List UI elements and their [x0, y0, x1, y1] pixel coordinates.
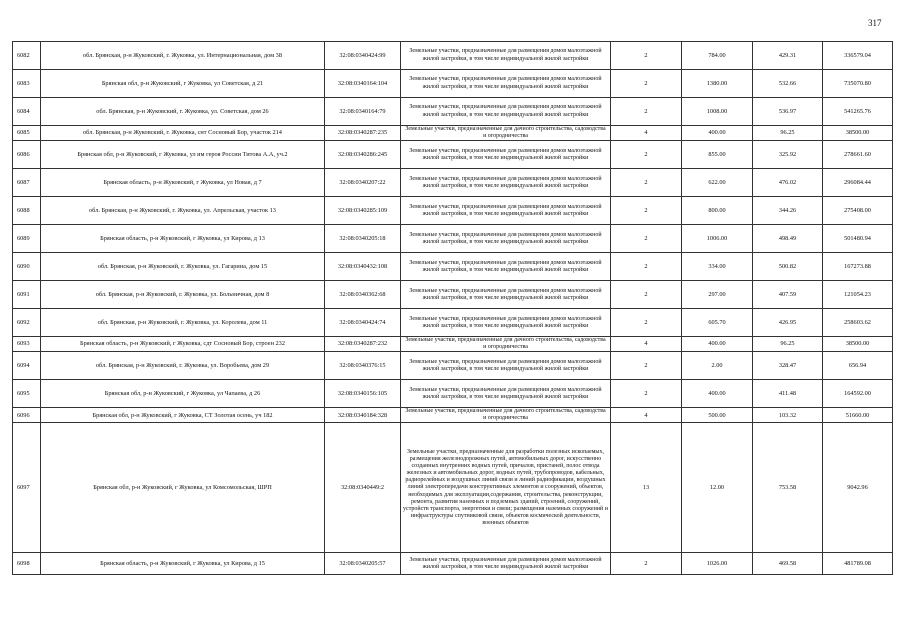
specific-value: 753.58	[753, 423, 823, 553]
land-use-description: Земельные участки, предназначенные для дачного строительства, садоводства и огородничества	[401, 408, 611, 423]
row-number: 6091	[13, 281, 41, 309]
cadastral-value: 278661.60	[823, 141, 893, 169]
specific-value: 469.58	[753, 553, 823, 575]
cadastral-number: 32:08:0340449:2	[325, 423, 401, 553]
area-value: 1380.00	[682, 70, 753, 98]
use-group-code: 2	[611, 281, 682, 309]
land-use-description: Земельные участки, предназначенные для дачного строительства, садоводства и огородничества	[401, 126, 611, 141]
cadastral-number: 32:08:0340205:18	[325, 225, 401, 253]
cadastral-value: 258603.62	[823, 309, 893, 337]
specific-value: 476.02	[753, 169, 823, 197]
use-group-code: 13	[611, 423, 682, 553]
table-row	[13, 225, 893, 253]
use-group-code: 4	[611, 126, 682, 141]
cadastral-number: 32:08:0340287:235	[325, 126, 401, 141]
row-number: 6090	[13, 253, 41, 281]
specific-value: 498.49	[753, 225, 823, 253]
specific-value: 426.95	[753, 309, 823, 337]
land-use-description: Земельные участки, предназначенные для размещения домов малоэтажной жилой застройки, в том числе индивидуальной жилой застройки	[401, 253, 611, 281]
address-cell: обл. Брянская, р-н Жуковский, г. Жуковка, ул. Апрельская, участок 13	[41, 197, 325, 225]
row-number: 6085	[13, 126, 41, 141]
area-value: 855.00	[682, 141, 753, 169]
address-cell: обл. Брянская, р-н Жуковский, г. Жуковка, ул. Гагарина, дом 15	[41, 253, 325, 281]
address-cell: Брянская обл, р-н Жуковский, г Жуковка, ул Комсомольская, ШРП	[41, 423, 325, 553]
table-row	[13, 253, 893, 281]
cadastral-number: 32:08:0340207:22	[325, 169, 401, 197]
area-value: 1006.00	[682, 225, 753, 253]
address-cell: обл. Брянская, р-н Жуковский, г. Жуковка, ул. Королева, дом 11	[41, 309, 325, 337]
table-row	[13, 337, 893, 352]
cadastral-value: 51660.00	[823, 408, 893, 423]
table-row	[13, 309, 893, 337]
cadastral-value: 121054.23	[823, 281, 893, 309]
cadastral-number: 32:08:0340424:99	[325, 42, 401, 70]
cadastral-number: 32:08:0340287:232	[325, 337, 401, 352]
row-number: 6082	[13, 42, 41, 70]
row-number: 6088	[13, 197, 41, 225]
table-row	[13, 281, 893, 309]
use-group-code: 2	[611, 352, 682, 380]
table-row	[13, 553, 893, 575]
table-row	[13, 352, 893, 380]
specific-value: 344.26	[753, 197, 823, 225]
cadastral-number: 32:08:0340184:328	[325, 408, 401, 423]
cadastral-number: 32:08:0340286:245	[325, 141, 401, 169]
address-cell: Брянская область, р-н Жуковский, г Жуковка, ул Кирова, д 13	[41, 225, 325, 253]
table-row	[13, 169, 893, 197]
use-group-code: 2	[611, 553, 682, 575]
specific-value: 328.47	[753, 352, 823, 380]
use-group-code: 2	[611, 42, 682, 70]
cadastral-value: 541265.76	[823, 98, 893, 126]
specific-value: 325.92	[753, 141, 823, 169]
area-value: 400.00	[682, 126, 753, 141]
table-row	[13, 197, 893, 225]
table-row	[13, 380, 893, 408]
cadastral-value: 38500.00	[823, 337, 893, 352]
address-cell: обл. Брянская, р-н Жуковский, г. Жуковка, ул. Интернациональная, дом 38	[41, 42, 325, 70]
cadastral-number: 32:08:0340362:68	[325, 281, 401, 309]
land-use-description: Земельные участки, предназначенные для дачного строительства, садоводства и огородничества	[401, 337, 611, 352]
table-row	[13, 408, 893, 423]
specific-value: 96.25	[753, 126, 823, 141]
land-use-description: Земельные участки, предназначенные для разработки полезных ископаемых, размещения железнодорожных путей, автомобильных дорог, искусственно созданных внутренних водных путей, причалов, пристаней, полос отвода железных и автомобильных дорог, водных путей, трубопроводов, кабельных, радиорелейных и воздушных линий связи и линий радиофикации, воздушных линий электропередачи конструктивных элементов и сооружений, объектов, необходимых для эксплуатации,содержания, строительства, реконструкции, ремонта, развития наземных и подземных зданий, строений, сооружений, устройств транспорта, энергетики и связи; размещения наземных сооружений и инфраструктуры спутниковой связи, объектов космической деятельности, военных объектов	[401, 423, 611, 553]
land-use-description: Земельные участки, предназначенные для размещения домов малоэтажной жилой застройки, в том числе индивидуальной жилой застройки	[401, 352, 611, 380]
row-number: 6094	[13, 352, 41, 380]
use-group-code: 2	[611, 98, 682, 126]
area-value: 622.00	[682, 169, 753, 197]
address-cell: Брянская обл, р-н Жуковский, г Жуковка, СТ Золотая осень, уч 182	[41, 408, 325, 423]
land-use-description: Земельные участки, предназначенные для размещения домов малоэтажной жилой застройки, в том числе индивидуальной жилой застройки	[401, 309, 611, 337]
cadastral-value: 275408.00	[823, 197, 893, 225]
cadastral-value: 735070.80	[823, 70, 893, 98]
use-group-code: 2	[611, 141, 682, 169]
table-row	[13, 42, 893, 70]
cadastral-value: 167273.88	[823, 253, 893, 281]
area-value: 500.00	[682, 408, 753, 423]
cadastral-number: 32:08:0340376:15	[325, 352, 401, 380]
use-group-code: 4	[611, 337, 682, 352]
cadastral-value: 336579.04	[823, 42, 893, 70]
use-group-code: 2	[611, 225, 682, 253]
area-value: 2.00	[682, 352, 753, 380]
land-use-description: Земельные участки, предназначенные для размещения домов малоэтажной жилой застройки, в том числе индивидуальной жилой застройки	[401, 42, 611, 70]
specific-value: 532.66	[753, 70, 823, 98]
register-body	[13, 42, 893, 575]
cadastral-number: 32:08:0340156:105	[325, 380, 401, 408]
specific-value: 429.31	[753, 42, 823, 70]
land-use-description: Земельные участки, предназначенные для размещения домов малоэтажной жилой застройки, в том числе индивидуальной жилой застройки	[401, 281, 611, 309]
row-number: 6084	[13, 98, 41, 126]
row-number: 6097	[13, 423, 41, 553]
land-use-description: Земельные участки, предназначенные для размещения домов малоэтажной жилой застройки, в том числе индивидуальной жилой застройки	[401, 380, 611, 408]
specific-value: 500.82	[753, 253, 823, 281]
area-value: 297.00	[682, 281, 753, 309]
use-group-code: 2	[611, 70, 682, 98]
address-cell: Брянская область, р-н Жуковский, г Жуковка, ул Кирова, д 15	[41, 553, 325, 575]
cadastral-value: 656.94	[823, 352, 893, 380]
land-use-description: Земельные участки, предназначенные для размещения домов малоэтажной жилой застройки, в том числе индивидуальной жилой застройки	[401, 70, 611, 98]
specific-value: 407.59	[753, 281, 823, 309]
row-number: 6098	[13, 553, 41, 575]
cadastral-number: 32:08:0340164:104	[325, 70, 401, 98]
address-cell: Брянская обл, р-н Жуковский, г Жуковка, ул Советская, д 21	[41, 70, 325, 98]
use-group-code: 2	[611, 309, 682, 337]
address-cell: обл. Брянская, р-н Жуковский, г. Жуковка, ул. Советская, дом 26	[41, 98, 325, 126]
cadastral-value: 296084.44	[823, 169, 893, 197]
area-value: 1008.00	[682, 98, 753, 126]
area-value: 334.00	[682, 253, 753, 281]
use-group-code: 2	[611, 253, 682, 281]
page-number: 317	[868, 18, 882, 28]
area-value: 400.00	[682, 380, 753, 408]
area-value: 400.00	[682, 337, 753, 352]
row-number: 6089	[13, 225, 41, 253]
table-row	[13, 141, 893, 169]
land-use-description: Земельные участки, предназначенные для размещения домов малоэтажной жилой застройки, в том числе индивидуальной жилой застройки	[401, 98, 611, 126]
cadastral-value: 164592.00	[823, 380, 893, 408]
address-cell: обл. Брянская, р-н Жуковский, г. Жуковка, снт Сосновый Бор, участок 214	[41, 126, 325, 141]
area-value: 800.00	[682, 197, 753, 225]
table-row	[13, 423, 893, 553]
address-cell: Брянская область, р-н Жуковский, г Жуковка, ул Новая, д 7	[41, 169, 325, 197]
row-number: 6087	[13, 169, 41, 197]
cadastral-value: 481789.08	[823, 553, 893, 575]
cadastral-number: 32:08:0340285:109	[325, 197, 401, 225]
address-cell: Брянская обл, р-н Жуковский, г Жуковка, ул им героя России Титова А.А, уч.2	[41, 141, 325, 169]
specific-value: 536.97	[753, 98, 823, 126]
cadastral-value: 9042.96	[823, 423, 893, 553]
row-number: 6093	[13, 337, 41, 352]
use-group-code: 4	[611, 408, 682, 423]
land-use-description: Земельные участки, предназначенные для размещения домов малоэтажной жилой застройки, в том числе индивидуальной жилой застройки	[401, 225, 611, 253]
use-group-code: 2	[611, 197, 682, 225]
row-number: 6086	[13, 141, 41, 169]
cadastral-number: 32:08:0340205:57	[325, 553, 401, 575]
row-number: 6083	[13, 70, 41, 98]
address-cell: Брянская обл, р-н Жуковский, г Жуковка, ул Чапаева, д 26	[41, 380, 325, 408]
specific-value: 411.48	[753, 380, 823, 408]
area-value: 784.00	[682, 42, 753, 70]
land-register-table	[12, 41, 893, 575]
cadastral-value: 501480.94	[823, 225, 893, 253]
row-number: 6095	[13, 380, 41, 408]
table-row	[13, 98, 893, 126]
cadastral-number: 32:08:0340432:108	[325, 253, 401, 281]
row-number: 6092	[13, 309, 41, 337]
address-cell: обл. Брянская, р-н Жуковский, г. Жуковка, ул. Больничная, дом 8	[41, 281, 325, 309]
cadastral-value: 38500.00	[823, 126, 893, 141]
table-row	[13, 126, 893, 141]
cadastral-number: 32:08:0340164:79	[325, 98, 401, 126]
cadastral-number: 32:08:0340424:74	[325, 309, 401, 337]
land-use-description: Земельные участки, предназначенные для размещения домов малоэтажной жилой застройки, в том числе индивидуальной жилой застройки	[401, 197, 611, 225]
land-use-description: Земельные участки, предназначенные для размещения домов малоэтажной жилой застройки, в том числе индивидуальной жилой застройки	[401, 169, 611, 197]
area-value: 605.70	[682, 309, 753, 337]
use-group-code: 2	[611, 380, 682, 408]
use-group-code: 2	[611, 169, 682, 197]
table-row	[13, 70, 893, 98]
address-cell: обл. Брянская, р-н Жуковский, г. Жуковка, ул. Воробьева, дом 29	[41, 352, 325, 380]
land-use-description: Земельные участки, предназначенные для размещения домов малоэтажной жилой застройки, в том числе индивидуальной жилой застройки	[401, 553, 611, 575]
land-use-description: Земельные участки, предназначенные для размещения домов малоэтажной жилой застройки, в том числе индивидуальной жилой застройки	[401, 141, 611, 169]
area-value: 12.00	[682, 423, 753, 553]
area-value: 1026.00	[682, 553, 753, 575]
specific-value: 103.32	[753, 408, 823, 423]
row-number: 6096	[13, 408, 41, 423]
specific-value: 96.25	[753, 337, 823, 352]
address-cell: Брянская область, р-н Жуковский, г Жуковка, сдт Сосновый Бор, строен 232	[41, 337, 325, 352]
